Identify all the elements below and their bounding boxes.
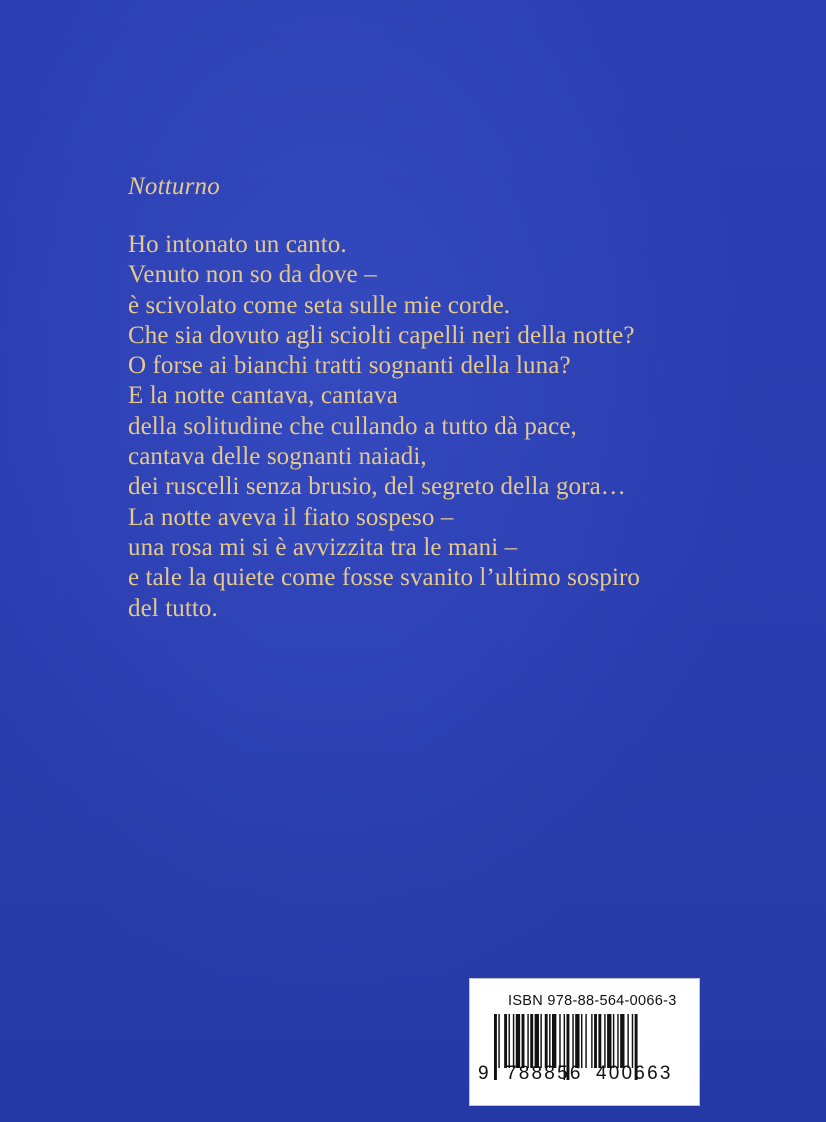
barcode-bar [581, 1014, 582, 1068]
barcode-bar [585, 1014, 586, 1068]
barcode-bar [494, 1014, 497, 1080]
poem-title: Notturno [128, 173, 220, 200]
barcode-bar [516, 1014, 520, 1068]
barcode-bar [632, 1014, 633, 1068]
barcode-bar [522, 1014, 525, 1068]
barcode-bar [504, 1014, 507, 1068]
poem-line: del tutto. [128, 594, 218, 622]
barcode-bar [527, 1014, 528, 1068]
barcode-bar [591, 1014, 592, 1068]
barcode-bar [552, 1014, 556, 1068]
barcode-digits-left: 788856 [506, 1063, 583, 1084]
poem-line: è scivolato come seta sulle mie corde. [128, 291, 511, 319]
barcode-bar [604, 1014, 605, 1068]
poem-body [128, 230, 640, 624]
poem-line: O forse ai bianchi tratti sognanti della luna? [128, 352, 571, 380]
barcode-bar [607, 1014, 611, 1068]
poem-line: La notte aveva il fiato sospeso – [128, 503, 454, 531]
barcode-bar [627, 1014, 628, 1068]
barcode-bar [613, 1014, 614, 1068]
poem-line: dei ruscelli senza brusio, del segreto della gora… [128, 473, 626, 501]
barcode-bar [549, 1014, 550, 1068]
poem-line: Ho intonato un canto. [128, 231, 347, 258]
barcode-digits-right: 400663 [596, 1063, 673, 1084]
barcode-bar [513, 1014, 514, 1068]
barcode-bar [540, 1014, 541, 1068]
poem-line: della solitudine che cullando a tutto dà pace, [128, 412, 577, 440]
barcode-bar [620, 1014, 624, 1068]
barcode-bar [559, 1014, 560, 1068]
barcode-digit-first: 9 [478, 1063, 489, 1084]
poem-line: E la notte cantava, cantava [128, 382, 398, 410]
barcode-bar [545, 1014, 548, 1068]
isbn-barcode-box [469, 978, 700, 1106]
poem-line: una rosa mi si è avvizzita tra le mani – [128, 533, 518, 561]
barcode-bar [530, 1014, 533, 1068]
poem-line: cantava delle sognanti naiadi, [128, 443, 427, 471]
barcode-bar [575, 1014, 579, 1068]
barcode-bar [598, 1014, 601, 1068]
barcode-bar [509, 1014, 510, 1068]
barcode-bar [617, 1014, 618, 1068]
barcode-bar [594, 1014, 597, 1068]
barcode-bar [535, 1014, 539, 1068]
poem-line: Venuto non so da dove – [128, 261, 377, 289]
poem-line: Che sia dovuto agli sciolti capelli neri della notte? [128, 321, 635, 349]
isbn-label: ISBN 978-88-564-0066-3 [508, 993, 677, 1009]
poem-line: e tale la quiete come fosse svanito l’ultimo sospiro [128, 564, 641, 592]
barcode-bar [498, 1014, 499, 1068]
barcode-bar [572, 1014, 573, 1068]
